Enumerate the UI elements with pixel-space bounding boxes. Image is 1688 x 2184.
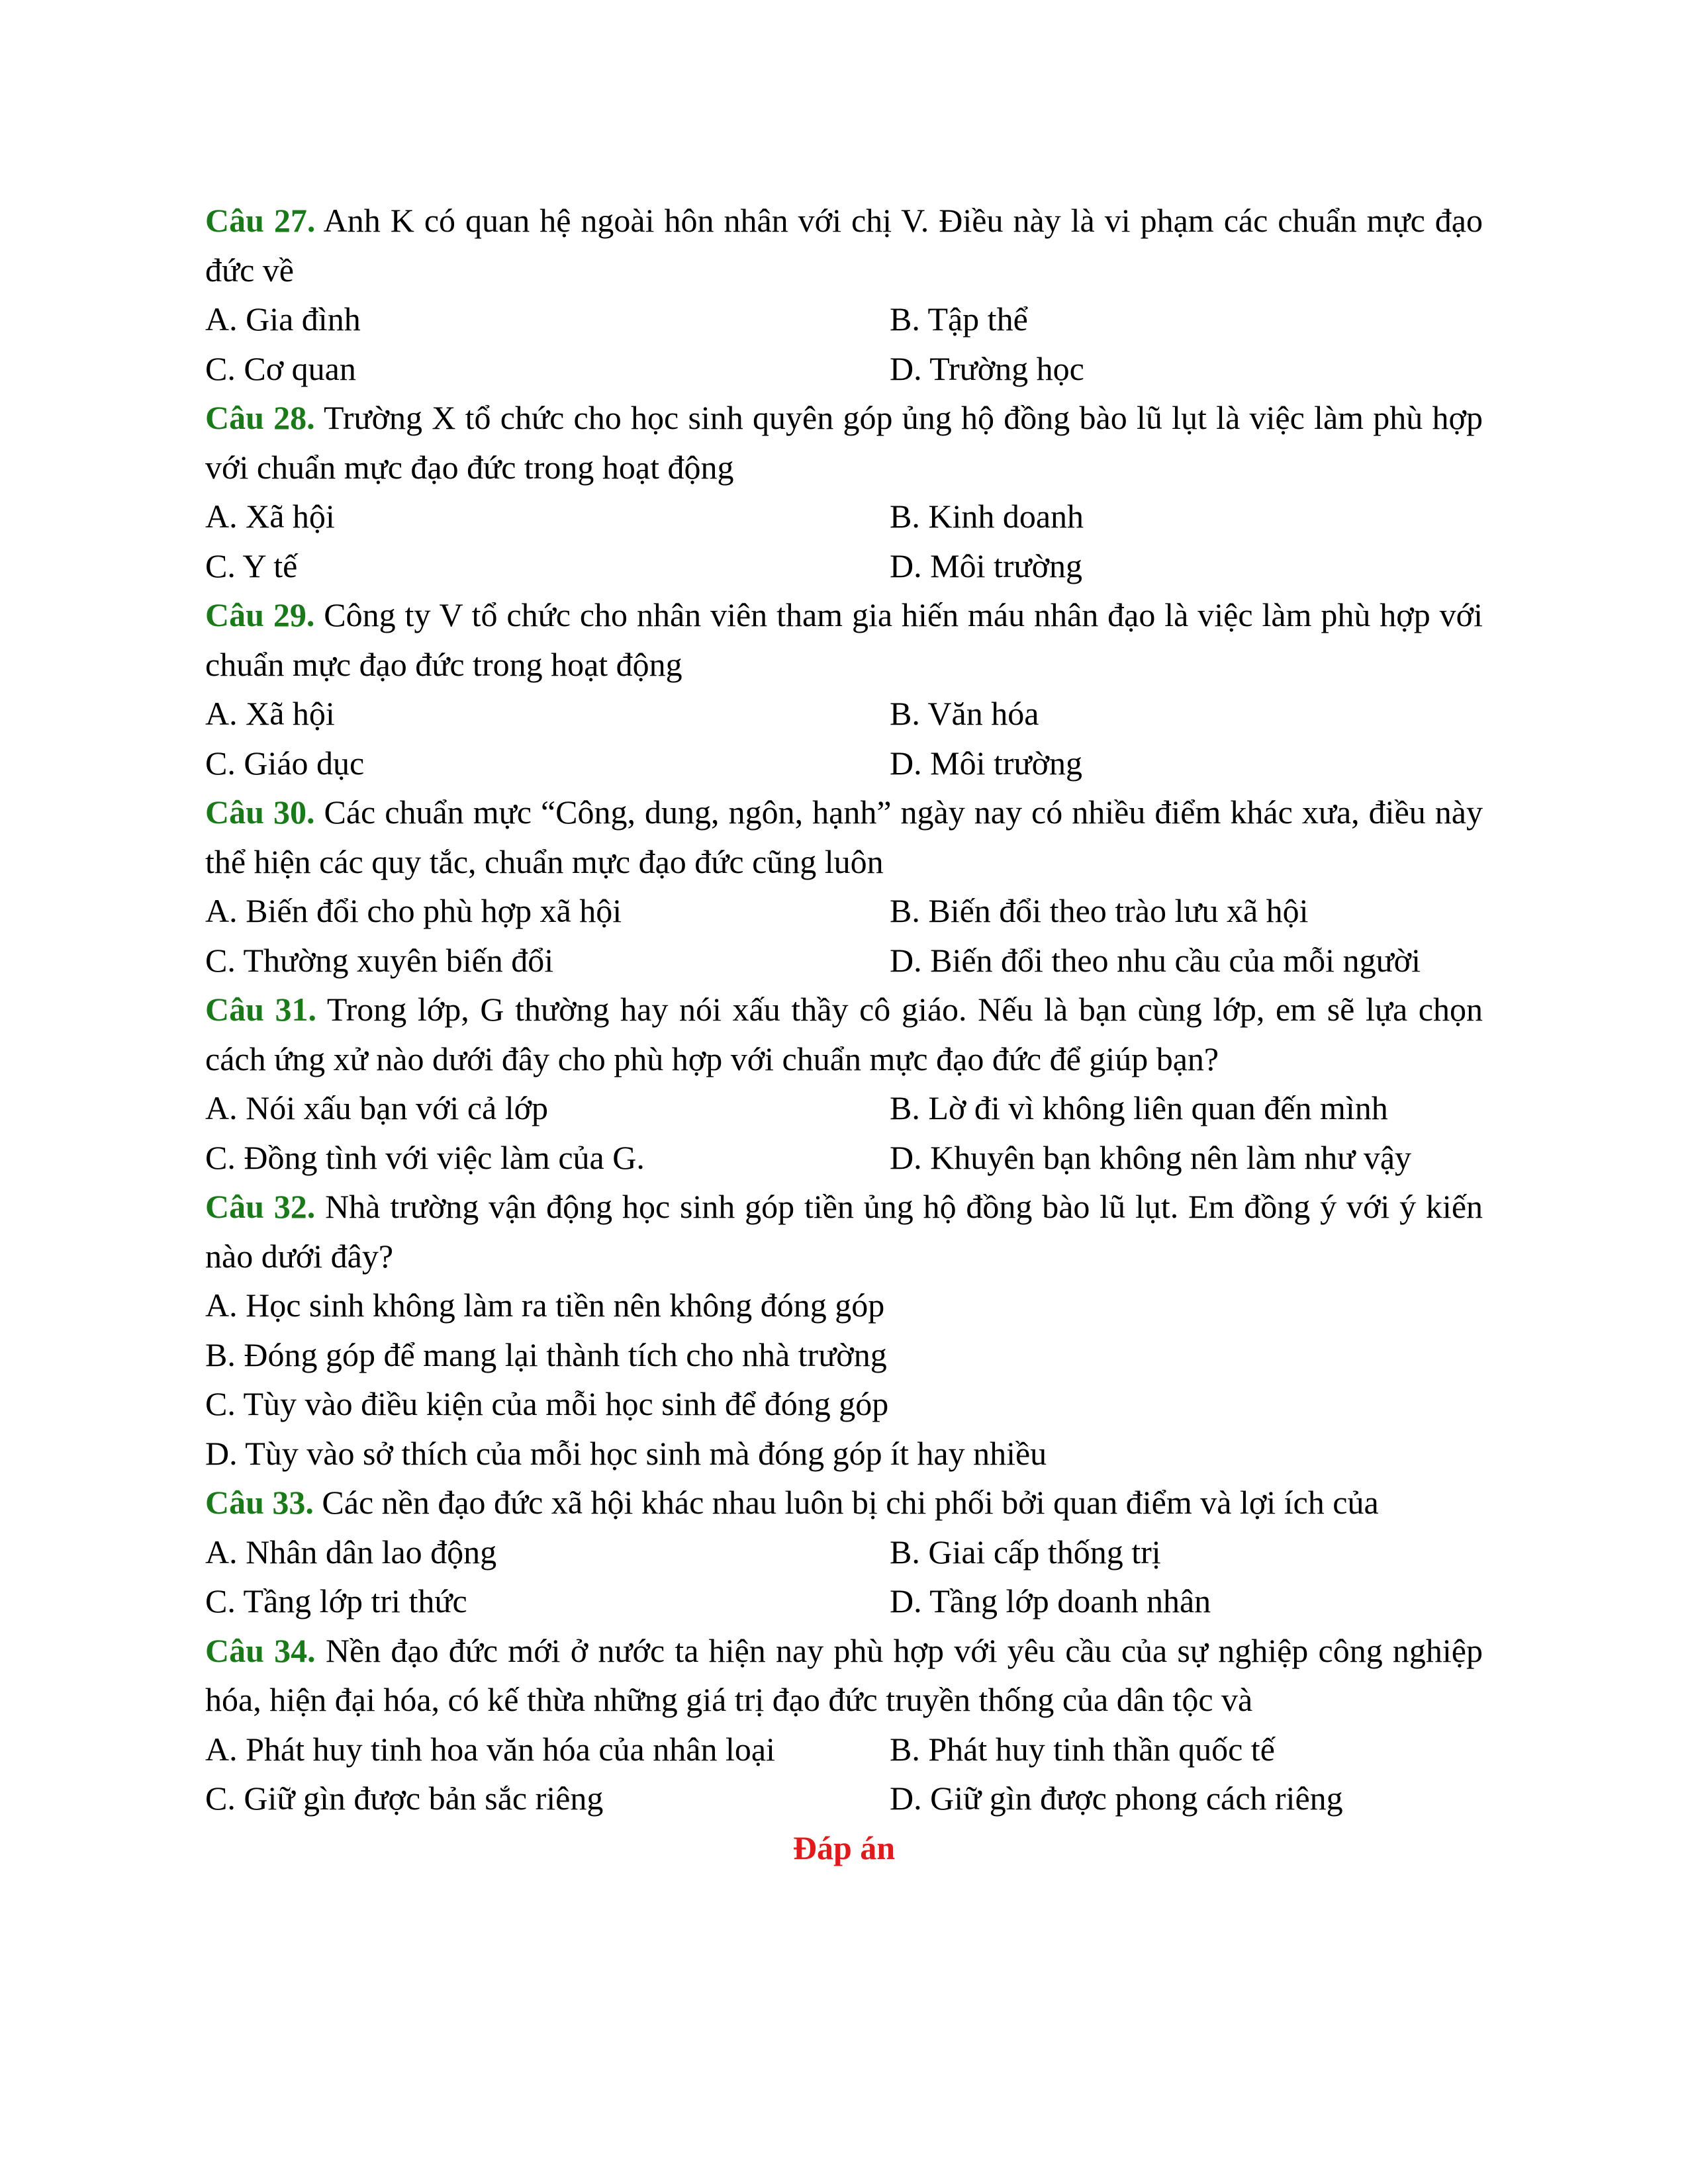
question-stem (205, 985, 1483, 1083)
options-grid (205, 1527, 1483, 1626)
question-34 (205, 1626, 1483, 1823)
option-b: B. Văn hóa (890, 695, 1039, 732)
option-a: A. Phát huy tinh hoa văn hóa của nhân loại (205, 1730, 775, 1768)
options-grid (205, 1083, 1483, 1182)
option-d: D. Môi trường (890, 744, 1083, 782)
option-b: B. Lờ đi vì không liên quan đến mình (890, 1089, 1388, 1126)
question-text: Trong lớp, G thường hay nói xấu thầy cô giáo. Nếu là bạn cùng lớp, em sẽ lựa chọn cách ứng xử nào dưới đây cho phù hợp với chuẩn mực đạo đức để giúp bạn? (205, 991, 1483, 1077)
question-number: Câu 34. (205, 1631, 316, 1669)
question-27 (205, 196, 1483, 393)
option-b: B. Biến đổi theo trào lưu xã hội (890, 892, 1309, 929)
option-b: B. Phát huy tinh thần quốc tế (890, 1730, 1275, 1768)
question-30 (205, 788, 1483, 985)
question-number: Câu 33. (205, 1484, 314, 1521)
option-c: C. Đồng tình với việc làm của G. (205, 1138, 645, 1176)
question-stem (205, 590, 1483, 689)
question-number: Câu 31. (205, 991, 317, 1028)
option-d: D. Khuyên bạn không nên làm như vậy (890, 1138, 1412, 1176)
question-stem (205, 788, 1483, 886)
question-number: Câu 32. (205, 1188, 316, 1225)
question-text: Nền đạo đức mới ở nước ta hiện nay phù hợp với yêu cầu của sự nghiệp công nghiệp hóa, hiện đại hóa, có kế thừa những giá trị đạo đức truyền thống của dân tộc và (205, 1631, 1483, 1718)
options-list (205, 1281, 1483, 1478)
question-29 (205, 590, 1483, 788)
option-b: B. Kinh doanh (890, 498, 1084, 535)
option-a: A. Xã hội (205, 695, 335, 732)
option-c: C. Tùy vào điều kiện của mỗi học sinh để đóng góp (205, 1385, 889, 1422)
option-c: C. Giáo dục (205, 744, 365, 782)
question-text: Các chuẩn mực “Công, dung, ngôn, hạnh” ngày nay có nhiều điểm khác xưa, điều này thể hiện các quy tắc, chuẩn mực đạo đức cũng luôn (205, 794, 1483, 880)
options-grid (205, 689, 1483, 788)
question-28 (205, 393, 1483, 590)
option-a: A. Gia đình (205, 300, 361, 338)
question-stem (205, 196, 1483, 295)
question-stem (205, 1626, 1483, 1725)
option-d: D. Trường học (890, 349, 1084, 387)
option-b: B. Tập thể (890, 300, 1028, 338)
question-stem (205, 1182, 1483, 1281)
option-c: C. Tầng lớp tri thức (205, 1582, 467, 1619)
option-a: A. Nhân dân lao động (205, 1533, 497, 1570)
document-page (205, 196, 1483, 1872)
question-number: Câu 30. (205, 794, 315, 831)
question-stem (205, 393, 1483, 492)
question-stem (205, 1478, 1483, 1527)
option-b: B. Đóng góp để mang lại thành tích cho nhà trường (205, 1336, 887, 1373)
question-31 (205, 985, 1483, 1182)
options-grid (205, 492, 1483, 590)
option-c: C. Cơ quan (205, 349, 356, 387)
option-d: D. Tùy vào sở thích của mỗi học sinh mà đóng góp ít hay nhiều (205, 1434, 1047, 1472)
question-32 (205, 1182, 1483, 1478)
question-text: Trường X tổ chức cho học sinh quyên góp ủng hộ đồng bào lũ lụt là việc làm phù hợp với chuẩn mực đạo đức trong hoạt động (205, 399, 1483, 486)
question-number: Câu 28. (205, 399, 315, 436)
options-grid (205, 1725, 1483, 1823)
option-a: A. Học sinh không làm ra tiền nên không đóng góp (205, 1287, 885, 1324)
question-33 (205, 1478, 1483, 1626)
option-a: A. Xã hội (205, 498, 335, 535)
option-c: C. Thường xuyên biến đổi (205, 941, 554, 979)
option-d: D. Giữ gìn được phong cách riêng (890, 1780, 1343, 1817)
option-a: A. Nói xấu bạn với cả lớp (205, 1089, 549, 1126)
question-text: Các nền đạo đức xã hội khác nhau luôn bị chi phối bởi quan điểm và lợi ích của (322, 1484, 1379, 1521)
question-number: Câu 27. (205, 202, 316, 239)
options-grid (205, 886, 1483, 985)
question-number: Câu 29. (205, 596, 315, 633)
option-c: C. Y tế (205, 547, 298, 584)
options-grid (205, 295, 1483, 393)
option-c: C. Giữ gìn được bản sắc riêng (205, 1780, 604, 1817)
option-d: D. Môi trường (890, 547, 1083, 584)
question-text: Công ty V tổ chức cho nhân viên tham gia hiến máu nhân đạo là việc làm phù hợp với chuẩn mực đạo đức trong hoạt động (205, 596, 1483, 683)
question-text: Anh K có quan hệ ngoài hôn nhân với chị V. Điều này là vi phạm các chuẩn mực đạo đức về (205, 202, 1483, 289)
option-d: D. Biến đổi theo nhu cầu của mỗi người (890, 941, 1421, 979)
option-a: A. Biến đổi cho phù hợp xã hội (205, 892, 622, 929)
option-d: D. Tầng lớp doanh nhân (890, 1582, 1211, 1619)
question-text: Nhà trường vận động học sinh góp tiền ủng hộ đồng bào lũ lụt. Em đồng ý với ý kiến nào dưới đây? (205, 1188, 1483, 1275)
option-b: B. Giai cấp thống trị (890, 1533, 1161, 1570)
answer-heading: Đáp án (792, 1829, 896, 1866)
